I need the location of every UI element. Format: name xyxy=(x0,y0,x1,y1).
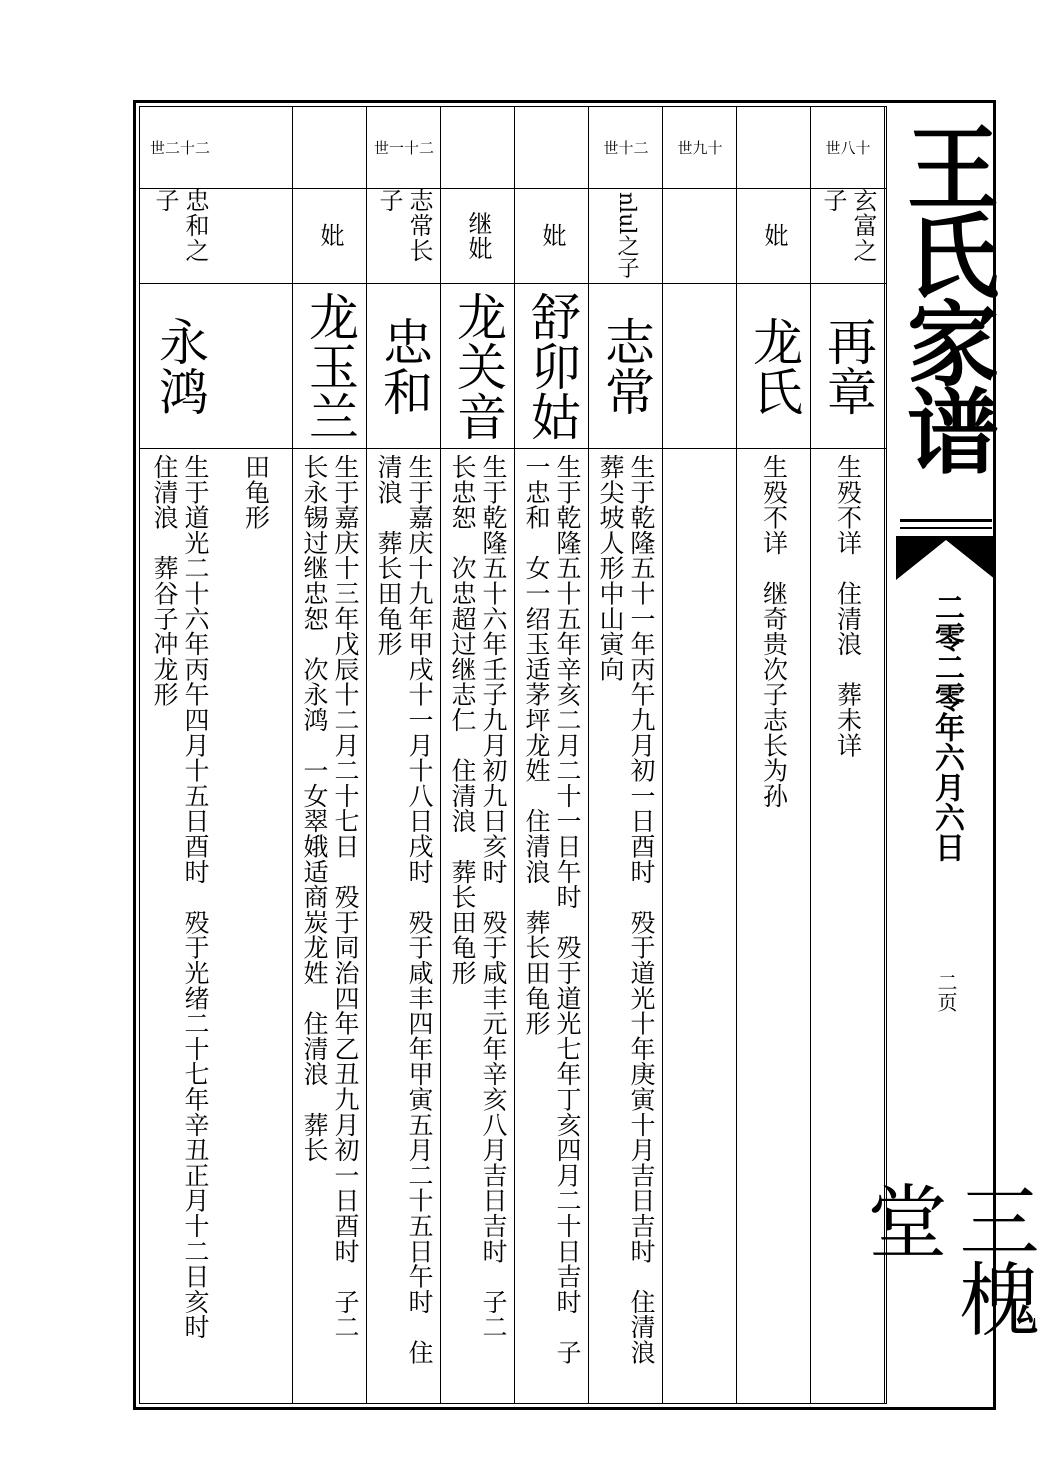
entry-column xyxy=(367,106,441,1404)
compile-date: 二零二零年六月六日 xyxy=(929,592,964,862)
relation-label: 妣 xyxy=(316,223,344,248)
generation-label xyxy=(515,106,589,188)
biography-text: 生殁不详 住清浪 葬未详 xyxy=(833,454,863,758)
person-name: 再章 xyxy=(819,315,877,416)
hall-name: 三槐堂 xyxy=(854,1180,1039,1336)
person-name: 志常 xyxy=(597,315,655,416)
biography-text: 生于嘉庆十九年甲戌十一月十八日戌时 殁于咸丰四年甲寅五月二十五日午时 住清浪 葬长田龟形 xyxy=(374,454,434,1365)
generation-label: 世八十 xyxy=(825,138,871,157)
person-name: 舒卯姑 xyxy=(523,290,581,441)
person-name: 永鸿 xyxy=(151,315,209,416)
relation-label: 忠和之子 xyxy=(151,188,209,263)
chevron-ornament-icon xyxy=(896,536,996,588)
entry-column xyxy=(663,106,737,1404)
entry-column xyxy=(515,106,589,1404)
title-rule xyxy=(900,527,992,529)
person-name: 龙关音 xyxy=(449,290,507,441)
biography-text: 生于乾隆五十一年丙午九月初一日酉时 殁于道光十年庚寅十月吉日吉时 住清浪 葬尖坡人形中山寅向 xyxy=(596,454,656,1391)
entry-column xyxy=(219,106,293,1404)
relation-label: nlul之子 xyxy=(614,192,639,279)
relation-label: 妣 xyxy=(760,223,788,248)
relation-label: 妣 xyxy=(538,223,566,248)
relation-label: 继妣 xyxy=(464,210,492,261)
title-rule xyxy=(900,519,992,522)
generation-label: 世二十二 xyxy=(149,138,210,157)
generation-label xyxy=(219,106,293,188)
biography-text: 生殁不详 继奇贵次子志长为孙 xyxy=(759,454,789,809)
entry-column xyxy=(141,106,219,1404)
entry-column xyxy=(589,106,663,1404)
biography-text: 生于乾隆五十六年壬子九月初九日亥时 殁于咸丰元年辛亥八月吉日吉时 子二 长忠恕 次忠超过继志仁 住清浪 葬长田龟形 xyxy=(448,454,508,1365)
entry-column xyxy=(737,106,811,1404)
generation-label: 世一十二 xyxy=(373,138,434,157)
generation-label: 世十二 xyxy=(603,138,649,157)
biography-text: 生于道光二十六年丙午四月十五日酉时 殁于光绪二十七年辛丑正月十二日亥时 住清浪 葬谷子冲龙形 xyxy=(150,454,210,1365)
page-number: 二页 xyxy=(934,972,958,1012)
biography-text: 生于嘉庆十三年戊辰十二月二十七日 殁于同治四年乙丑九月初一日酉时 子二 长永锡过继忠恕 次永鸿 一女翠娥适商炭龙姓 住清浪 葬长 xyxy=(300,454,360,1365)
generation-label: 世九十 xyxy=(677,138,723,157)
genealogy-title: 王氏家谱 xyxy=(892,120,1000,472)
relation-label: 玄富之子 xyxy=(819,188,877,263)
generation-label xyxy=(737,106,811,188)
generation-label xyxy=(441,106,515,188)
biography-text: 田龟形 xyxy=(241,454,271,530)
entry-column xyxy=(293,106,367,1404)
person-name: 龙氏 xyxy=(745,315,803,416)
biography-text: 生于乾隆五十五年辛亥二月二十一日午时 殁于道光七年丁亥四月二十日吉时 子一忠和 女一绍玉适茅坪龙姓 住清浪 葬长田龟形 xyxy=(522,454,582,1365)
relation-label: 志常长子 xyxy=(375,188,433,263)
person-name: 忠和 xyxy=(375,315,433,416)
entry-column xyxy=(441,106,515,1404)
person-name: 龙玉兰 xyxy=(301,290,359,441)
generation-label xyxy=(293,106,367,188)
